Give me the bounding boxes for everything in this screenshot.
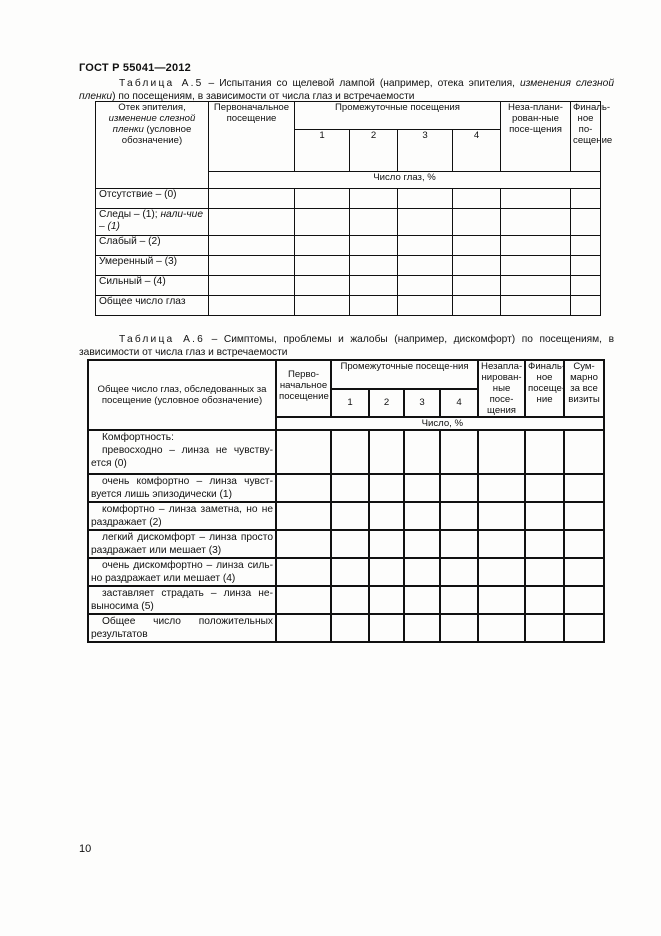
visit-number: 3 (398, 130, 453, 172)
row-label: Общее число глаз (96, 296, 209, 316)
header-total-eyes: Общее число глаз, обследованных за посещение (условное обозначение) (88, 360, 276, 430)
visit-number: 2 (350, 130, 398, 172)
header-unplanned-visits: Неза-плани-рован-ные посе-щения (501, 102, 571, 172)
table-a5-caption-italic: изменения слезной пленки (79, 78, 614, 102)
units-row: Число глаз, % (209, 172, 601, 189)
row-label: заставляет страдать – линза не-выносима (5) (88, 586, 276, 614)
table-a5-caption-text: – Испытания со щелевой лампой (например, отека эпителия, (203, 78, 520, 89)
table-a5-caption (79, 77, 614, 103)
units-row: Число, % (276, 417, 604, 430)
row-label: Слабый – (2) (96, 236, 209, 256)
document-standard-header: ГОСТ Р 55041—2012 (79, 62, 191, 74)
header-summary: Сум-марно за все визиты (564, 360, 604, 417)
visit-number: 2 (369, 389, 404, 418)
comfort-title: Комфортность: (102, 432, 174, 443)
row-label: Сильный – (4) (96, 276, 209, 296)
header-final-visit: Финаль-ное посеще-ние (525, 360, 564, 417)
visit-number: 4 (453, 130, 501, 172)
row-label: очень комфортно – линза чувст-вуется лишь эпизодически (1) (88, 474, 276, 502)
row-label: очень дискомфортно – линза силь-но раздражает или мешает (4) (88, 558, 276, 586)
header-initial-visit: Перво-начальное посещение (276, 360, 331, 417)
table-a5 (95, 101, 613, 316)
row-label: Комфортность: превосходно – линза не чувству-ется (0) (88, 430, 276, 474)
header-intermediate-visits: Промежуточные посещения (295, 102, 501, 130)
header-intermediate-visits: Промежуточные посеще-ния (331, 360, 478, 389)
header-initial-visit: Первоначальное посещение (209, 102, 295, 172)
visit-number: 3 (404, 389, 440, 418)
visit-number: 1 (331, 389, 369, 418)
visit-number: 1 (295, 130, 350, 172)
header-condition: Отек эпителия, изменение слезной пленки (условное обозначение) (96, 102, 209, 189)
table-a6 (87, 359, 605, 643)
table-a6-caption-text: – Симптомы, проблемы и жалобы (например, дискомфорт) по посещениям, в зависимости от числа глаз и встречаемости (79, 334, 614, 358)
table-a6-caption (79, 333, 614, 359)
row-label: Умеренный – (3) (96, 256, 209, 276)
row-label: Отсутствие – (0) (96, 189, 209, 209)
table-a5-caption-tail: ) по посещениям, в зависимости от числа глаз и встречаемости (112, 91, 415, 102)
table-a5-label: Таблица А.5 (119, 78, 204, 89)
row-label: Следы – (1); нали-чие – (1) (96, 209, 209, 236)
header-final-visit: Финаль-ное по-сещение (571, 102, 601, 172)
page-number: 10 (79, 843, 92, 855)
visit-number: 4 (440, 389, 478, 418)
row-label: легкий дискомфорт – линза просто раздражает или мешает (3) (88, 530, 276, 558)
header-unplanned-visits: Незапла-нирован-ные посе-щения (478, 360, 525, 417)
row-label: Общее число положительных результатов (88, 614, 276, 642)
row-label: комфортно – линза заметна, но не раздражает (2) (88, 502, 276, 530)
table-a6-label: Таблица А.6 (119, 334, 206, 345)
